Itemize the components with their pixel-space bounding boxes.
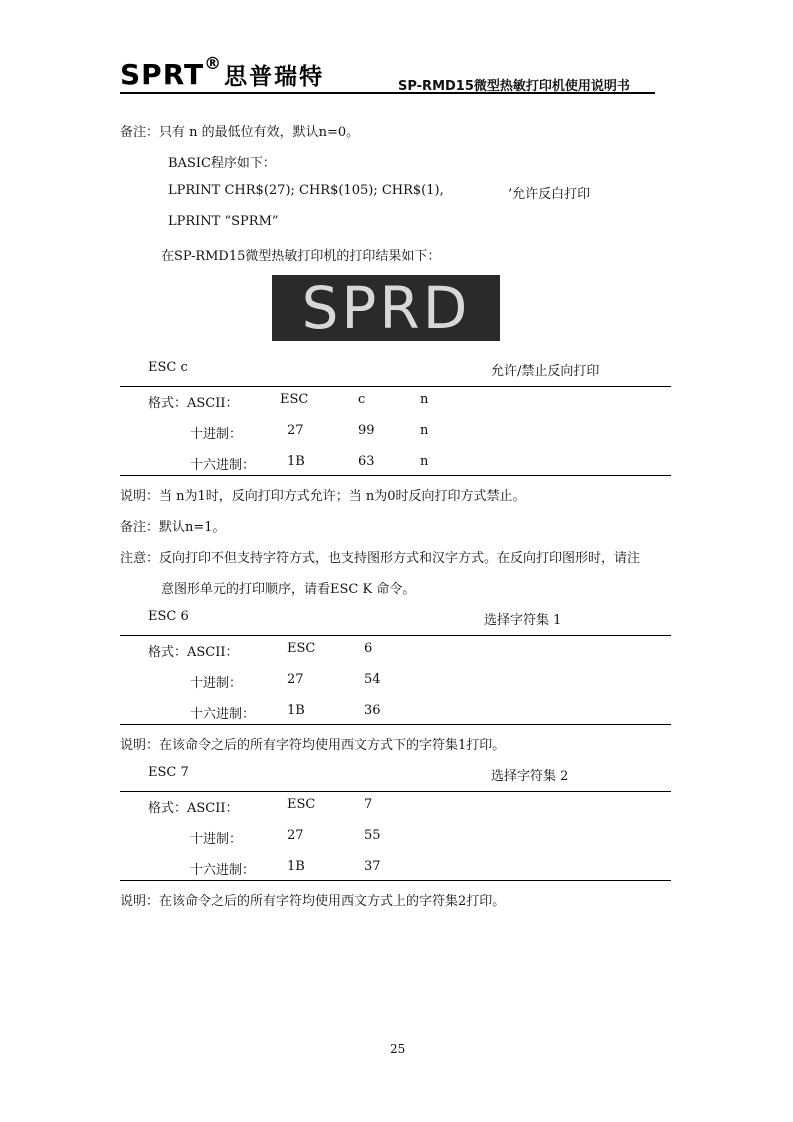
format-label: 格式：ASCII： bbox=[148, 801, 239, 816]
note-esc-c: 备注：默认n=1。 bbox=[120, 520, 226, 535]
table-bottom-rule bbox=[120, 724, 671, 725]
explanation-esc-6: 说明：在该命令之后的所有字符均使用西文方式下的字符集1打印。 bbox=[120, 738, 506, 753]
command-name-esc-6: ESC 6 bbox=[148, 609, 189, 624]
table-bottom-rule bbox=[120, 475, 671, 476]
decimal-cell: 27 bbox=[287, 423, 304, 438]
hex-cell: 1B bbox=[287, 454, 305, 469]
caution-line-1: 注意：反向打印不但支持字符方式，也支持图形方式和汉字方式。在反向打印图形时，请注 bbox=[120, 551, 641, 566]
format-label: 格式：ASCII： bbox=[148, 645, 239, 660]
decimal-cell: 27 bbox=[287, 828, 304, 843]
hex-cell: 1B bbox=[287, 703, 305, 718]
decimal-label: 十进制： bbox=[190, 676, 243, 691]
command-name-esc-c: ESC c bbox=[148, 360, 188, 375]
hex-cell: n bbox=[420, 454, 429, 469]
command-name-esc-7: ESC 7 bbox=[148, 765, 189, 780]
code-line-1: LPRINT CHR$(27); CHR$(105); CHR$(1), bbox=[168, 183, 444, 198]
command-desc-esc-6: 选择字符集 1 bbox=[484, 613, 562, 628]
registered-mark: ® bbox=[204, 54, 223, 74]
table-top-rule bbox=[120, 386, 671, 387]
ascii-cell: n bbox=[420, 392, 429, 407]
hex-label: 十六进制： bbox=[190, 863, 256, 878]
hex-cell: 36 bbox=[364, 703, 381, 718]
decimal-cell: 54 bbox=[364, 672, 381, 687]
decimal-label: 十进制： bbox=[190, 427, 243, 442]
explanation-esc-c: 说明：当 n为1时，反向打印方式允许；当 n为0时反向打印方式禁止。 bbox=[120, 489, 526, 504]
result-caption: 在SP-RMD15微型热敏打印机的打印结果如下： bbox=[161, 249, 441, 264]
hex-cell: 1B bbox=[287, 859, 305, 874]
document-title: SP-RMD15微型热敏打印机使用说明书 bbox=[398, 79, 630, 94]
ascii-cell: 7 bbox=[364, 797, 373, 812]
page-number: 25 bbox=[390, 1042, 406, 1056]
caution-line-2: 意图形单元的打印顺序，请看ESC K 命令。 bbox=[161, 582, 416, 597]
ascii-cell: ESC bbox=[287, 797, 316, 812]
brand-logo bbox=[120, 54, 325, 91]
decimal-label: 十进制： bbox=[190, 832, 243, 847]
command-desc-esc-c: 允许/禁止反向打印 bbox=[491, 364, 600, 379]
hex-cell: 37 bbox=[364, 859, 381, 874]
explanation-esc-7: 说明：在该命令之后的所有字符均使用西文方式上的字符集2打印。 bbox=[120, 894, 506, 909]
code-comment-1: ’允许反白打印 bbox=[508, 187, 591, 202]
ascii-cell: c bbox=[358, 392, 366, 407]
logo-latin: SPRT bbox=[120, 58, 205, 91]
table-top-rule bbox=[120, 791, 671, 792]
command-desc-esc-7: 选择字符集 2 bbox=[491, 769, 569, 784]
hex-cell: 63 bbox=[358, 454, 375, 469]
table-top-rule bbox=[120, 635, 671, 636]
ascii-cell: ESC bbox=[287, 641, 316, 656]
hex-label: 十六进制： bbox=[190, 707, 256, 722]
basic-heading: BASIC程序如下： bbox=[168, 156, 276, 171]
decimal-cell: 55 bbox=[364, 828, 381, 843]
intro-note: 备注：只有 n 的最低位有效，默认n=0。 bbox=[120, 125, 360, 140]
code-line-2: LPRINT “SPRM” bbox=[168, 214, 279, 229]
logo-chinese: 思普瑞特 bbox=[224, 64, 325, 90]
decimal-cell: 99 bbox=[358, 423, 375, 438]
print-result-text: SPRD bbox=[301, 274, 471, 342]
ascii-cell: ESC bbox=[280, 392, 309, 407]
table-bottom-rule bbox=[120, 880, 671, 881]
decimal-cell: n bbox=[420, 423, 429, 438]
format-label: 格式：ASCII： bbox=[148, 396, 239, 411]
header-divider bbox=[120, 92, 655, 94]
hex-label: 十六进制： bbox=[190, 458, 256, 473]
decimal-cell: 27 bbox=[287, 672, 304, 687]
ascii-cell: 6 bbox=[364, 641, 373, 656]
print-result-image bbox=[272, 275, 500, 341]
